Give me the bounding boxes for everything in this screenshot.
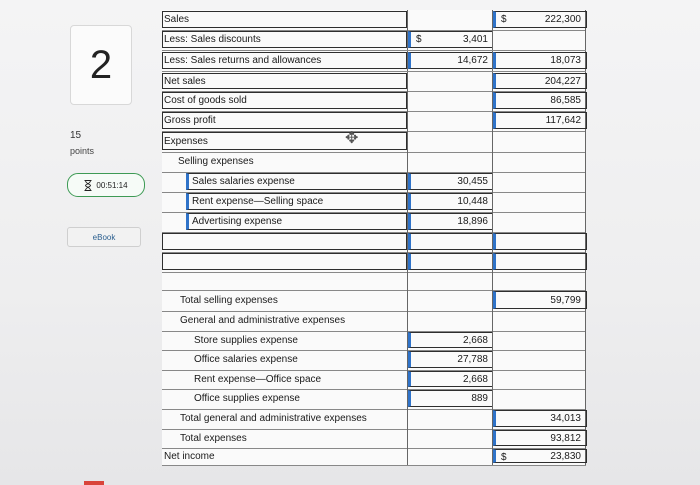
table-row xyxy=(162,131,586,153)
amount-cell-col1 xyxy=(407,152,492,172)
table-row xyxy=(162,350,586,371)
amount-cell-col1[interactable] xyxy=(407,389,492,409)
question-sidebar xyxy=(0,0,158,485)
amount-cell-col2 xyxy=(492,212,586,232)
timer-button[interactable] xyxy=(67,173,145,197)
row-label: Gross profit xyxy=(164,115,216,126)
row-label-cell xyxy=(162,370,407,389)
amount-cell-col2[interactable] xyxy=(492,252,586,272)
amount-value: 18,073 xyxy=(550,55,581,66)
table-row xyxy=(162,311,586,332)
amount-cell-col1 xyxy=(407,10,492,30)
amount-cell-col1[interactable] xyxy=(407,331,492,350)
amount-cell-col2[interactable] xyxy=(492,51,586,71)
row-label-cell xyxy=(162,389,407,409)
row-label-cell[interactable] xyxy=(162,232,407,252)
table-row xyxy=(162,389,586,410)
amount-value: 18,896 xyxy=(457,216,488,227)
amount-cell-col1 xyxy=(407,91,492,111)
table-row xyxy=(162,290,586,312)
row-label-cell xyxy=(162,409,407,429)
row-label: Total selling expenses xyxy=(180,295,278,306)
points-label: points xyxy=(70,146,95,156)
row-label: Sales salaries expense xyxy=(192,176,295,187)
amount-value: 59,799 xyxy=(550,295,581,306)
amount-cell-col1[interactable] xyxy=(407,30,492,50)
table-row xyxy=(162,72,586,92)
row-label: Less: Sales discounts xyxy=(164,34,261,45)
row-label: Net income xyxy=(164,451,215,462)
amount-cell-col2 xyxy=(492,311,586,331)
table-row xyxy=(162,331,586,351)
amount-cell-col2[interactable] xyxy=(492,290,586,311)
amount-cell-col1 xyxy=(407,290,492,311)
row-label-cell[interactable] xyxy=(162,91,407,111)
table-row xyxy=(162,51,586,72)
row-label: Rent expense—Office space xyxy=(194,374,322,385)
amount-value: 93,812 xyxy=(550,433,581,444)
row-label-cell[interactable] xyxy=(162,111,407,131)
amount-input[interactable] xyxy=(408,233,493,250)
amount-cell-col1[interactable] xyxy=(407,370,492,389)
table-row xyxy=(162,30,586,51)
hourglass-icon xyxy=(84,180,92,191)
row-label: Sales xyxy=(164,14,190,25)
amount-cell-col2 xyxy=(492,30,586,50)
table-row xyxy=(162,409,586,430)
table-row xyxy=(162,172,586,193)
amount-cell-col1[interactable] xyxy=(407,252,492,272)
amount-value: 86,585 xyxy=(550,95,581,106)
amount-cell-col2 xyxy=(492,331,586,350)
row-label-cell[interactable] xyxy=(162,212,407,232)
amount-cell-col1[interactable] xyxy=(407,51,492,71)
amount-cell-col2[interactable] xyxy=(492,409,586,429)
row-label: Expenses xyxy=(164,136,208,147)
label-select-field[interactable] xyxy=(162,253,407,270)
row-label-cell[interactable] xyxy=(162,30,407,50)
row-label-cell xyxy=(162,350,407,370)
amount-cell-col2 xyxy=(492,131,586,152)
amount-value: 3,401 xyxy=(462,34,488,45)
row-label: Advertising expense xyxy=(192,216,283,227)
row-label: General and administrative expenses xyxy=(180,315,346,326)
table-row xyxy=(162,370,586,390)
amount-cell-col1 xyxy=(407,72,492,91)
row-label-cell[interactable] xyxy=(162,51,407,71)
table-row xyxy=(162,192,586,213)
amount-cell-col2[interactable] xyxy=(492,429,586,448)
amount-cell-col2 xyxy=(492,272,586,290)
amount-value: 23,830 xyxy=(550,451,581,462)
amount-cell-col2[interactable] xyxy=(492,72,586,91)
row-label: Office supplies expense xyxy=(194,393,300,404)
row-label-cell xyxy=(162,272,407,290)
amount-cell-col1 xyxy=(407,311,492,331)
label-select-field[interactable] xyxy=(162,233,407,250)
amount-cell-col2 xyxy=(492,389,586,409)
table-row xyxy=(162,232,586,253)
amount-cell-col2 xyxy=(492,370,586,389)
progress-marker xyxy=(84,481,104,485)
amount-input[interactable] xyxy=(408,253,493,270)
amount-cell-col1[interactable] xyxy=(407,192,492,212)
row-label-cell[interactable] xyxy=(162,172,407,192)
amount-cell-col2[interactable] xyxy=(492,91,586,111)
income-statement-table xyxy=(162,10,586,465)
amount-cell-col1 xyxy=(407,272,492,290)
amount-cell-col1 xyxy=(407,131,492,152)
row-label: Total expenses xyxy=(180,433,247,444)
amount-cell-col1[interactable] xyxy=(407,172,492,192)
amount-input[interactable] xyxy=(493,253,587,270)
amount-value: 30,455 xyxy=(457,176,488,187)
row-label: Total general and administrative expenses xyxy=(180,413,367,424)
table-row xyxy=(162,252,586,273)
amount-value: 2,668 xyxy=(462,335,488,346)
row-label-cell xyxy=(162,448,407,465)
row-label-cell[interactable] xyxy=(162,192,407,212)
row-label-cell xyxy=(162,429,407,448)
amount-cell-col1[interactable] xyxy=(407,212,492,232)
timer-value: 00:51:14 xyxy=(96,180,128,190)
table-row xyxy=(162,212,586,233)
row-label-cell xyxy=(162,152,407,172)
amount-input[interactable] xyxy=(493,233,587,250)
table-row xyxy=(162,111,586,132)
row-label: Cost of goods sold xyxy=(164,95,247,106)
row-label-cell[interactable] xyxy=(162,72,407,91)
amount-value: 222,300 xyxy=(544,14,581,25)
row-label: Rent expense—Selling space xyxy=(192,196,324,207)
ebook-button[interactable]: eBook xyxy=(67,227,141,247)
amount-cell-col1[interactable] xyxy=(407,350,492,370)
points-value: 15 xyxy=(70,130,82,141)
amount-cell-col1 xyxy=(407,111,492,131)
amount-value: 14,672 xyxy=(457,55,488,66)
amount-cell-col2 xyxy=(492,350,586,370)
amount-cell-col2[interactable] xyxy=(492,10,586,30)
amount-value: 2,668 xyxy=(462,374,488,385)
table-row xyxy=(162,91,586,112)
amount-value: 27,788 xyxy=(457,354,488,365)
amount-cell-col2 xyxy=(492,152,586,172)
amount-value: 204,227 xyxy=(544,76,581,87)
table-row xyxy=(162,272,586,291)
amount-cell-col2[interactable] xyxy=(492,111,586,131)
amount-cell-col1[interactable] xyxy=(407,232,492,252)
amount-cell-col1 xyxy=(407,429,492,448)
row-label-cell[interactable] xyxy=(162,10,407,30)
amount-cell-col2 xyxy=(492,172,586,192)
amount-value: 889 xyxy=(471,393,488,404)
amount-value: 34,013 xyxy=(550,413,581,424)
row-label-cell xyxy=(162,311,407,331)
label-select-field[interactable] xyxy=(162,11,407,28)
amount-value: 117,642 xyxy=(545,115,581,126)
table-row xyxy=(162,152,586,173)
row-label-cell[interactable] xyxy=(162,131,407,152)
dollar-sign: $ xyxy=(416,34,422,45)
amount-cell-col2[interactable] xyxy=(492,232,586,252)
amount-cell-col1 xyxy=(407,409,492,429)
amount-value: 10,448 xyxy=(457,196,488,207)
table-row xyxy=(162,448,586,466)
row-label-cell xyxy=(162,331,407,350)
amount-cell-col1 xyxy=(407,448,492,465)
question-number[interactable]: 2 xyxy=(70,25,132,105)
row-label: Selling expenses xyxy=(178,156,254,167)
move-cursor-icon: ✥ xyxy=(345,130,359,147)
row-label-cell[interactable] xyxy=(162,252,407,272)
row-label: Store supplies expense xyxy=(194,335,298,346)
row-label-cell xyxy=(162,290,407,311)
table-row xyxy=(162,10,586,31)
table-row xyxy=(162,429,586,449)
amount-cell-col2 xyxy=(492,192,586,212)
dollar-sign: $ xyxy=(501,14,507,25)
dollar-sign: $ xyxy=(501,452,507,463)
row-label: Less: Sales returns and allowances xyxy=(164,55,322,66)
row-label: Net sales xyxy=(164,76,206,87)
row-label: Office salaries expense xyxy=(194,354,298,365)
amount-cell-col2[interactable] xyxy=(492,448,586,465)
